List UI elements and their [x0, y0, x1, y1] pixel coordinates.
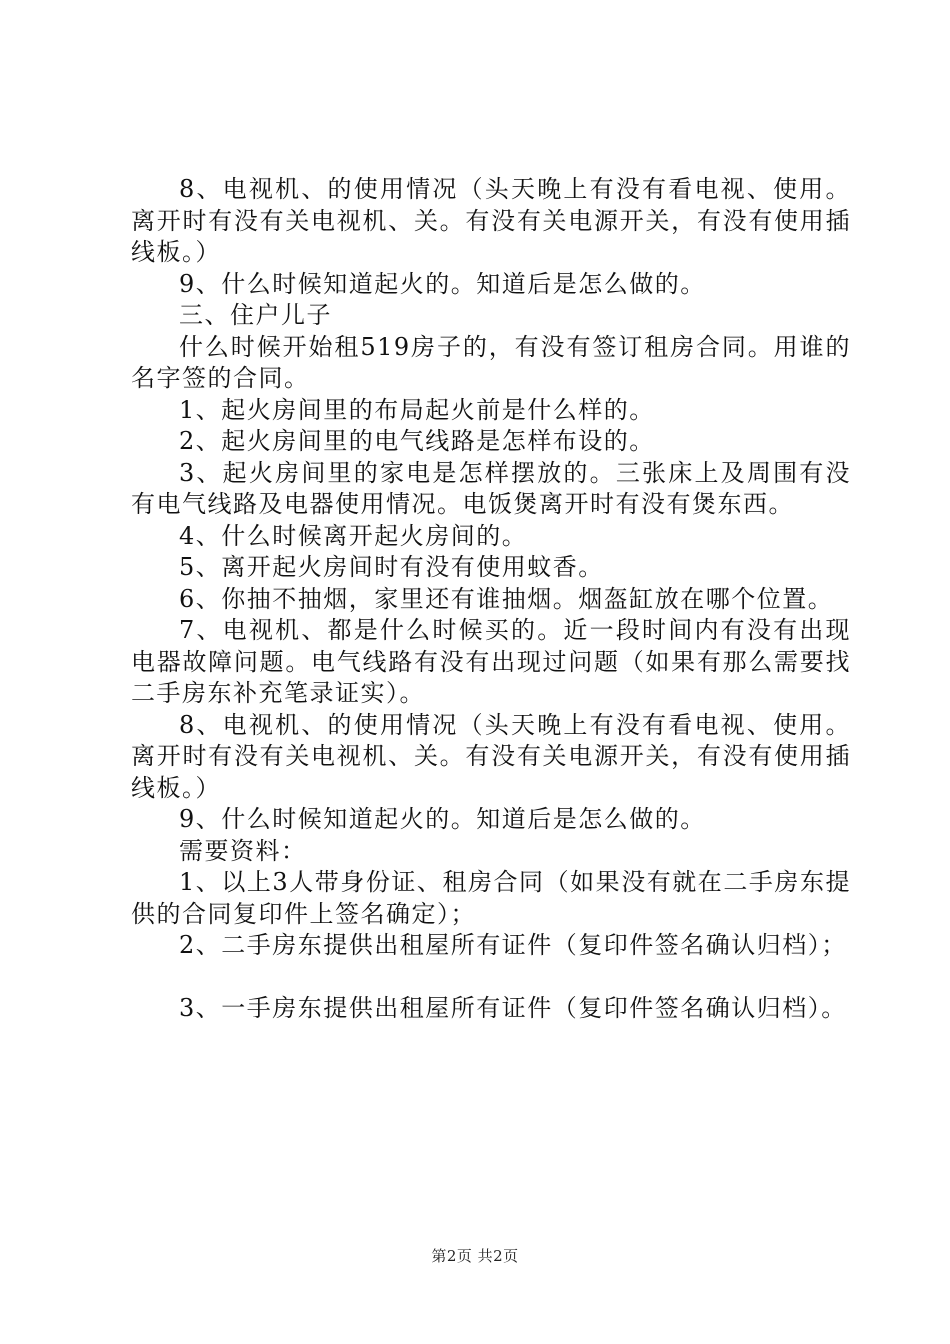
- paragraph-tv-usage-2: 8、电视机、的使用情况（头天晚上有没有看电视、使用。离开时有没有关电视机、关。有没有关电源开关，有没有使用插线板。）: [131, 710, 851, 802]
- paragraph-rental-start: 什么时候开始租519房子的，有没有签订租房合同。用谁的名字签的合同。: [131, 332, 851, 392]
- document-body: [131, 174, 851, 1024]
- section-heading-son: 三、住户儿子: [179, 301, 332, 329]
- paragraph-wiring: 2、起火房间里的电气线路是怎样布设的。: [179, 427, 655, 455]
- page-footer: 第2页 共2页: [431, 1247, 519, 1265]
- paragraph-appliances: 3、起火房间里的家电是怎样摆放的。三张床上及周围有没有电气线路及电器使用情况。电饭煲离开时有没有煲东西。: [131, 458, 851, 518]
- paragraph-material-1: 1、以上3人带身份证、租房合同（如果没有就在二手房东提供的合同复印件上签名确定）；: [131, 868, 851, 928]
- paragraph-mosquito-coil: 5、离开起火房间时有没有使用蚊香。: [179, 553, 604, 581]
- paragraph-leave-time: 4、什么时候离开起火房间的。: [179, 521, 528, 550]
- paragraph-spacer: [131, 962, 851, 993]
- paragraph-fire-discovery-1: 9、什么时候知道起火的。知道后是怎么做的。: [179, 269, 706, 298]
- paragraph-room-layout: 1、起火房间里的布局起火前是什么样的。: [179, 395, 655, 424]
- paragraph-material-3: 3、一手房东提供出租屋所有证件（复印件签名确认归档）。: [179, 993, 847, 1022]
- paragraph-material-2: 2、二手房东提供出租屋所有证件（复印件签名确认归档）；: [179, 931, 847, 959]
- paragraph-tv-usage-1: 8、电视机、的使用情况（头天晚上有没有看电视、使用。离开时有没有关电视机、关。有没有关电源开关，有没有使用插线板。）: [131, 175, 851, 266]
- paragraph-fire-discovery-2: 9、什么时候知道起火的。知道后是怎么做的。: [179, 805, 706, 833]
- paragraph-smoking: 6、你抽不抽烟，家里还有谁抽烟。烟盔缸放在哪个位置。: [179, 584, 834, 613]
- paragraph-tv-purchase: 7、电视机、都是什么时候买的。近一段时间内有没有出现电器故障问题。电气线路有没有出现过问题（如果有那么需要找二手房东补充笔录证实）。: [131, 616, 851, 707]
- section-heading-required-materials: 需要资料：: [179, 836, 307, 865]
